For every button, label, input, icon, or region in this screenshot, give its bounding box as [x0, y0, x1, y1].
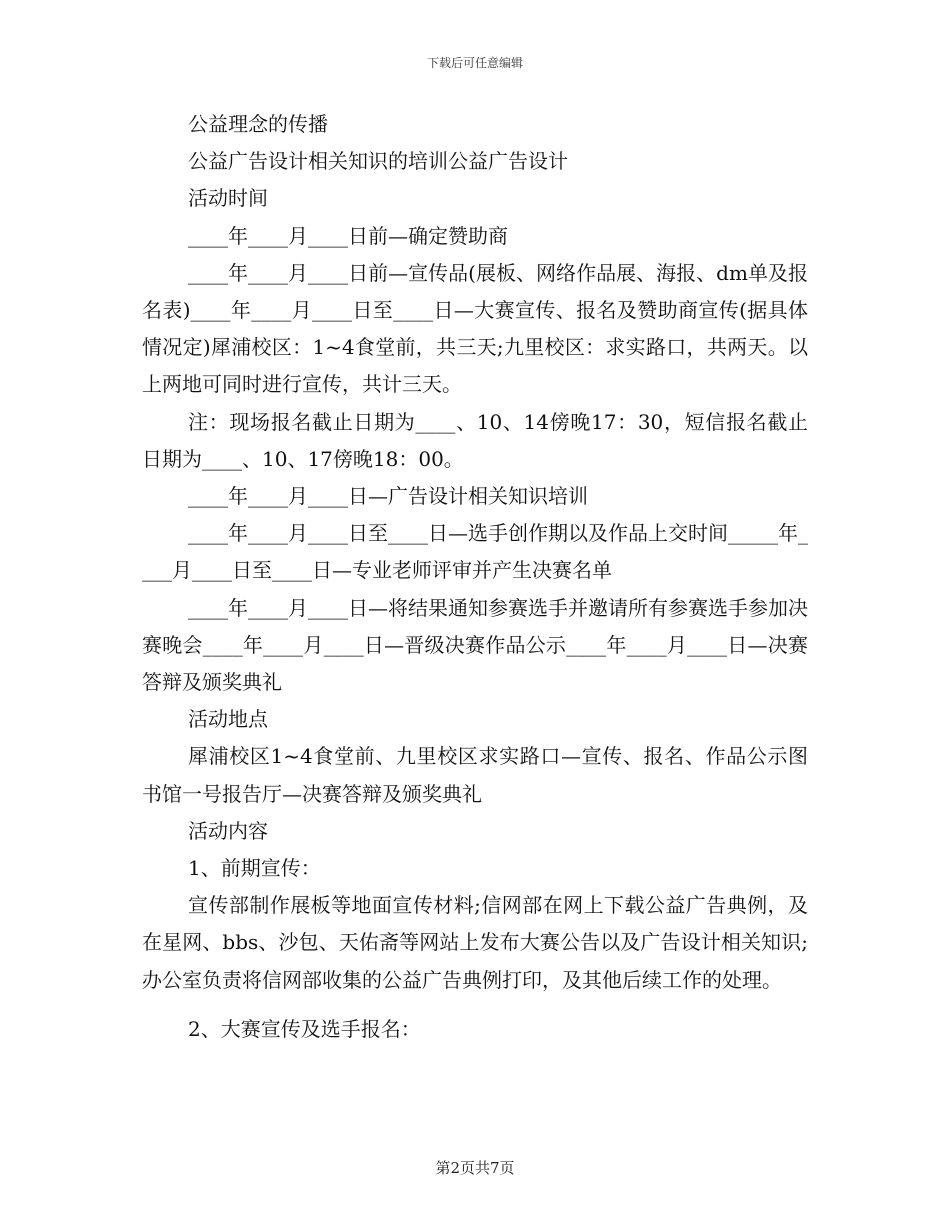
schedule-publicity: ____年____月____日前—宣传品(展板、网络作品展、海报、dm单及报名表)____年____月____日至____日—大赛宣传、报名及赞助商宣传(据具体情况定)犀浦校区：1~4食堂前，共三天;九里校区：求实路口，共两天。以上两地可同时进行宣传，共计三天。 — [142, 260, 808, 397]
page-header: 下载后可任意编辑 — [426, 56, 523, 70]
schedule-final: ____年____月____日—将结果通知参赛选手并邀请所有参赛选手参加决赛晚会____年____月____日—晋级决赛作品公示____年____月____日—决赛答辩及颁奖典礼 — [142, 595, 808, 695]
paragraph-publicity-tasks: 宣传部制作展板等地面宣传材料;信网部在网上下载公益广告典例，及在星网、bbs、沙包、天佑斋等网站上发布大赛公告以及广告设计相关知识;办公室负责将信网部收集的公益广告典例打印，及其他后续工作的处理。 — [142, 893, 808, 992]
document-body — [142, 106, 808, 1048]
paragraph-locations: 犀浦校区1~4食堂前、九里校区求实路口—宣传、报名、作品公示图书馆一号报告厅—决赛答辩及颁奖典礼 — [142, 744, 808, 806]
note-registration-deadline: 注：现场报名截止日期为____、10、14傍晚17：30，短信报名截止日期为____、10、17傍晚18：00。 — [142, 409, 808, 471]
paragraph-public-welfare-concept: 公益理念的传播 — [188, 112, 328, 136]
schedule-sponsor: ____年____月____日前—确定赞助商 — [188, 223, 508, 248]
heading-contest-registration: 2、大赛宣传及选手报名： — [188, 1016, 421, 1041]
paragraph-training: 公益广告设计相关知识的培训公益广告设计 — [188, 149, 568, 174]
schedule-creation-review: ____年____月____日至____日—选手创作期以及作品上交时间_____年____月____日至____日—专业老师评审并产生决赛名单 — [142, 521, 808, 583]
heading-activity-time: 活动时间 — [188, 186, 268, 211]
heading-activity-location: 活动地点 — [188, 707, 268, 732]
heading-early-publicity: 1、前期宣传： — [188, 856, 321, 881]
page-number: 第2页共7页 — [435, 1159, 515, 1177]
schedule-knowledge-training: ____年____月____日—广告设计相关知识培训 — [188, 484, 588, 509]
heading-activity-content: 活动内容 — [188, 818, 268, 843]
